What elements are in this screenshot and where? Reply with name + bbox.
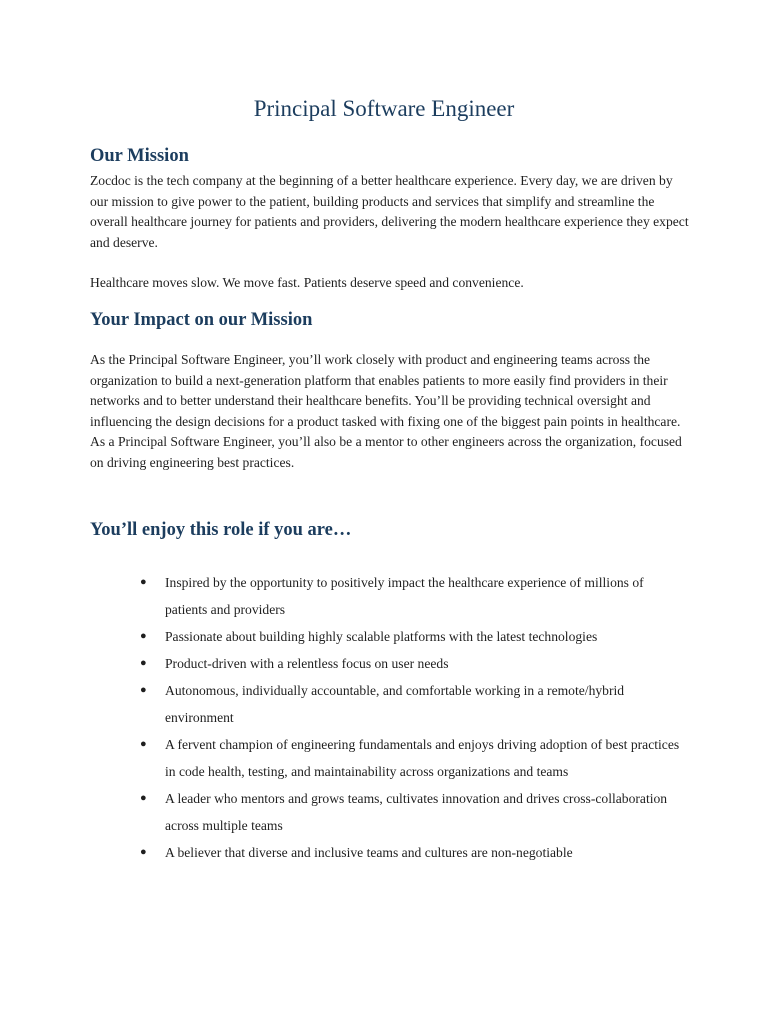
- list-item: [140, 569, 700, 623]
- bullet-icon: ●: [140, 684, 147, 696]
- bullet-icon: ●: [140, 738, 147, 750]
- document-title: Principal Software Engineer: [253, 96, 515, 121]
- list-item-text: Passionate about building highly scalable platforms with the latest technologies: [165, 629, 598, 644]
- enjoy-heading: You’ll enjoy this role if you are…: [90, 520, 352, 540]
- list-item-text: Autonomous, individually accountable, and comfortable working in a remote/hybrid environment: [165, 683, 625, 725]
- list-item: [140, 677, 700, 731]
- impact-paragraph: As the Principal Software Engineer, you’ll work closely with product and engineering teams across the organization to build a next-generation platform that enables patients to more easily find providers in their networks and to better understand their healthcare benefits. You’ll be providing technical oversight and influencing the design decisions for a product tasked with fixing one of the biggest pain points in healthcare. As a Principal Software Engineer, you’ll also be a mentor to other engineers across the organization, focused on driving engineering best practices.: [90, 352, 682, 470]
- list-item: [140, 623, 700, 650]
- list-item-text: A leader who mentors and grows teams, cultivates innovation and drives cross-collaboration across multiple teams: [165, 791, 668, 833]
- list-item: [140, 839, 700, 866]
- list-item-text: Inspired by the opportunity to positively impact the healthcare experience of millions of patients and providers: [165, 575, 644, 617]
- bullet-icon: ●: [140, 657, 147, 669]
- list-item: [140, 785, 700, 839]
- bullet-icon: ●: [140, 630, 147, 642]
- bullet-icon: ●: [140, 846, 147, 858]
- list-item-text: Product-driven with a relentless focus on user needs: [165, 656, 449, 671]
- impact-heading: Your Impact on our Mission: [90, 310, 313, 330]
- list-item: [140, 731, 700, 785]
- qualities-bullet-list: [140, 569, 700, 866]
- mission-tagline: Healthcare moves slow. We move fast. Patients deserve speed and convenience.: [90, 275, 524, 290]
- mission-paragraph: Zocdoc is the tech company at the beginning of a better healthcare experience. Every day, we are driven by our mission to give power to the patient, building products and services that simplify and streamline the overall healthcare journey for patients and providers, delivering the modern healthcare experience they expect and deserve.: [90, 173, 689, 250]
- list-item: [140, 650, 700, 677]
- bullet-icon: ●: [140, 792, 147, 804]
- list-item-text: A believer that diverse and inclusive teams and cultures are non-negotiable: [165, 845, 573, 860]
- list-item-text: A fervent champion of engineering fundamentals and enjoys driving adoption of best practices in code health, testing, and maintainability across organizations and teams: [165, 737, 680, 779]
- bullet-icon: ●: [140, 576, 147, 588]
- mission-heading: Our Mission: [90, 146, 189, 166]
